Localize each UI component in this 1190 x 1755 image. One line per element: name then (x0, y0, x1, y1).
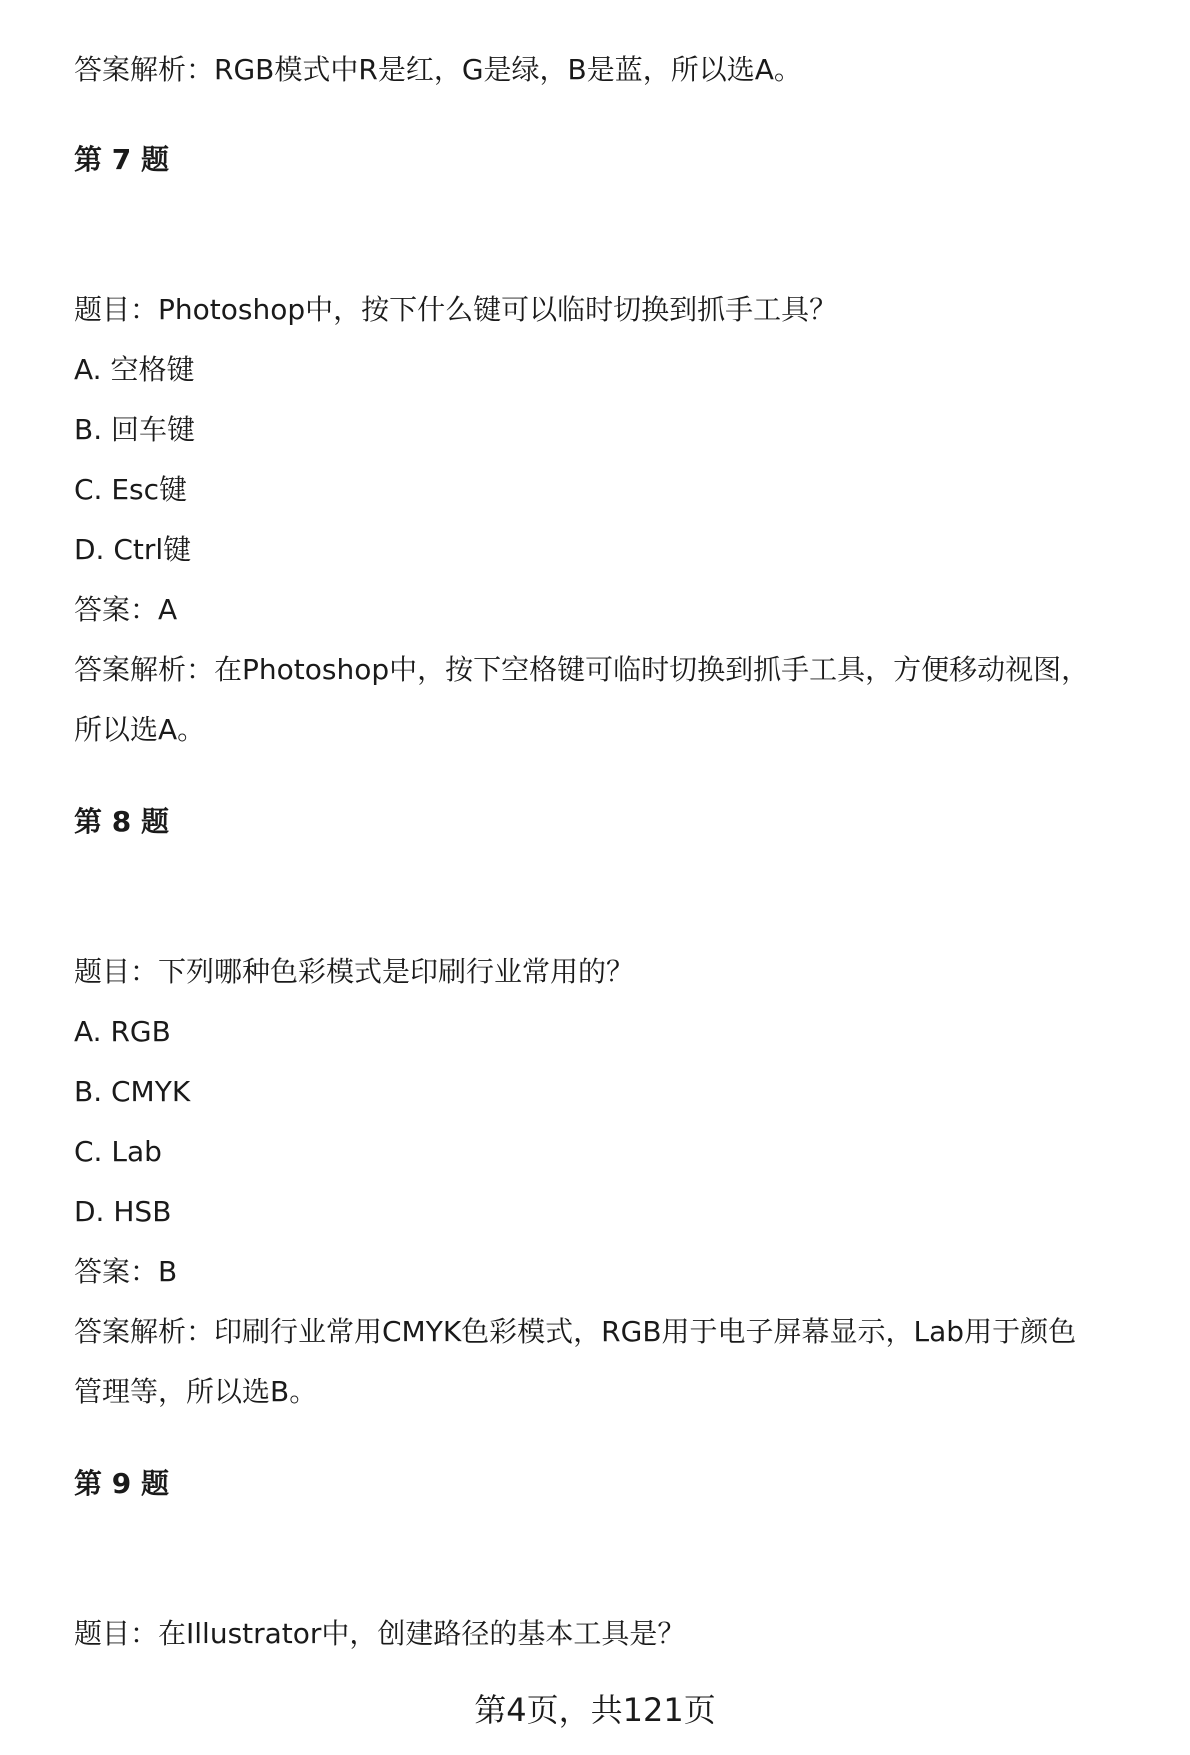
explanation-text: 所以选A。 (74, 713, 206, 746)
question-stem: 题目：下列哪种色彩模式是印刷行业常用的？ (74, 955, 635, 988)
option-b: B. CMYK (74, 1075, 191, 1108)
answer-text: 答案：A (74, 593, 178, 626)
explanation-text: 管理等，所以选B。 (74, 1375, 318, 1408)
option-b: B. 回车键 (74, 413, 196, 446)
option-d: D. Ctrl键 (74, 533, 192, 566)
explanation-text: 答案解析：在Photoshop中，按下空格键可临时切换到抓手工具，方便移动视图， (74, 653, 1090, 686)
option-c: C. Esc键 (74, 473, 188, 506)
option-d: D. HSB (74, 1195, 172, 1228)
question-heading: 第 7 题 (74, 143, 169, 176)
option-c: C. Lab (74, 1135, 162, 1168)
option-a: A. 空格键 (74, 353, 195, 386)
question-heading: 第 9 题 (74, 1467, 169, 1500)
explanation-text: 答案解析：印刷行业常用CMYK色彩模式，RGB用于电子屏幕显示，Lab用于颜色 (74, 1315, 1077, 1348)
explanation-text: 答案解析：RGB模式中R是红，G是绿，B是蓝，所以选A。 (74, 53, 802, 86)
question-stem: 题目：在Illustrator中，创建路径的基本工具是？ (74, 1617, 686, 1650)
answer-text: 答案：B (74, 1255, 178, 1288)
question-heading: 第 8 题 (74, 805, 169, 838)
option-a: A. RGB (74, 1015, 171, 1048)
question-stem: 题目：Photoshop中，按下什么键可以临时切换到抓手工具？ (74, 293, 838, 326)
page-number: 第4页，共121页 (474, 1691, 716, 1729)
